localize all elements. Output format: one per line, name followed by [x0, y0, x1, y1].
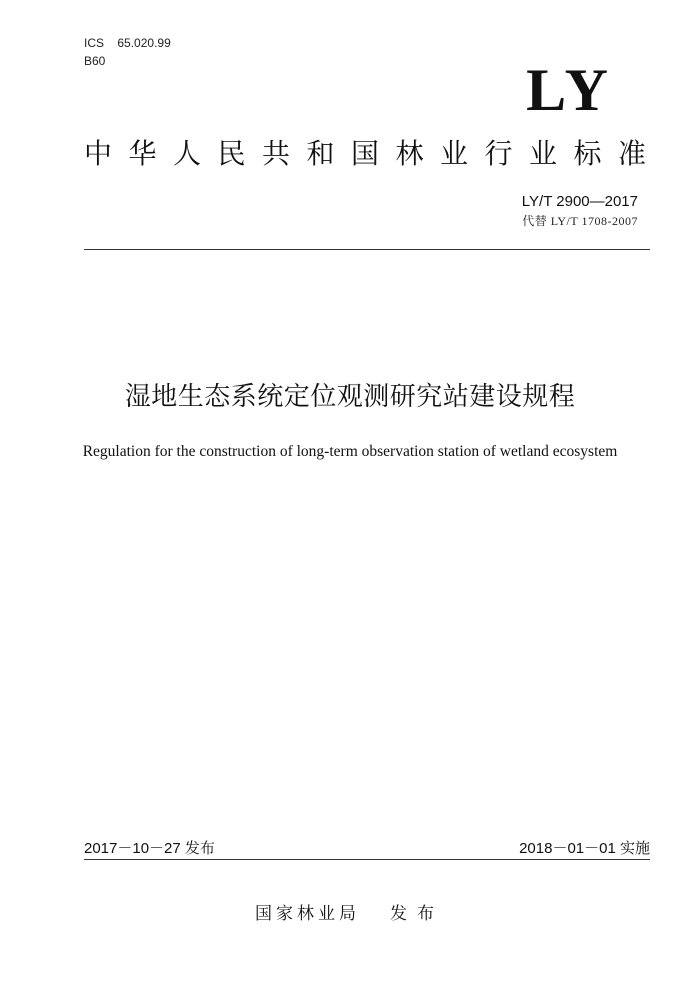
title-english: Regulation for the construction of long-term observation station of wetland ecosystem [82, 443, 618, 460]
issue-date: 2017－10－27 发布 [84, 840, 215, 857]
standard-type-heading: 中华人民共和国林业行业标准 [84, 137, 663, 170]
replaces-note: 代替 LY/T 1708-2007 [522, 214, 638, 228]
publisher-organization: 国家林业局 [255, 904, 360, 924]
classification-block [84, 34, 171, 70]
top-divider [84, 249, 650, 250]
standard-number: LY/T 2900—2017 [521, 193, 638, 210]
title-chinese: 湿地生态系统定位观测研究站建设规程 [124, 382, 576, 412]
ics-code: 65.020.99 [117, 36, 171, 50]
standard-number-block [522, 192, 638, 230]
implementation-date: 2018－01－01 实施 [519, 840, 650, 857]
ics-label: ICS [84, 36, 105, 50]
ly-logo: LY [526, 57, 612, 123]
publisher-action: 发布 [390, 904, 444, 924]
ccs-code: B60 [84, 54, 106, 68]
publisher-line [255, 901, 444, 927]
ics-row [84, 34, 171, 52]
dates-row [84, 838, 650, 860]
bottom-divider [84, 859, 650, 860]
